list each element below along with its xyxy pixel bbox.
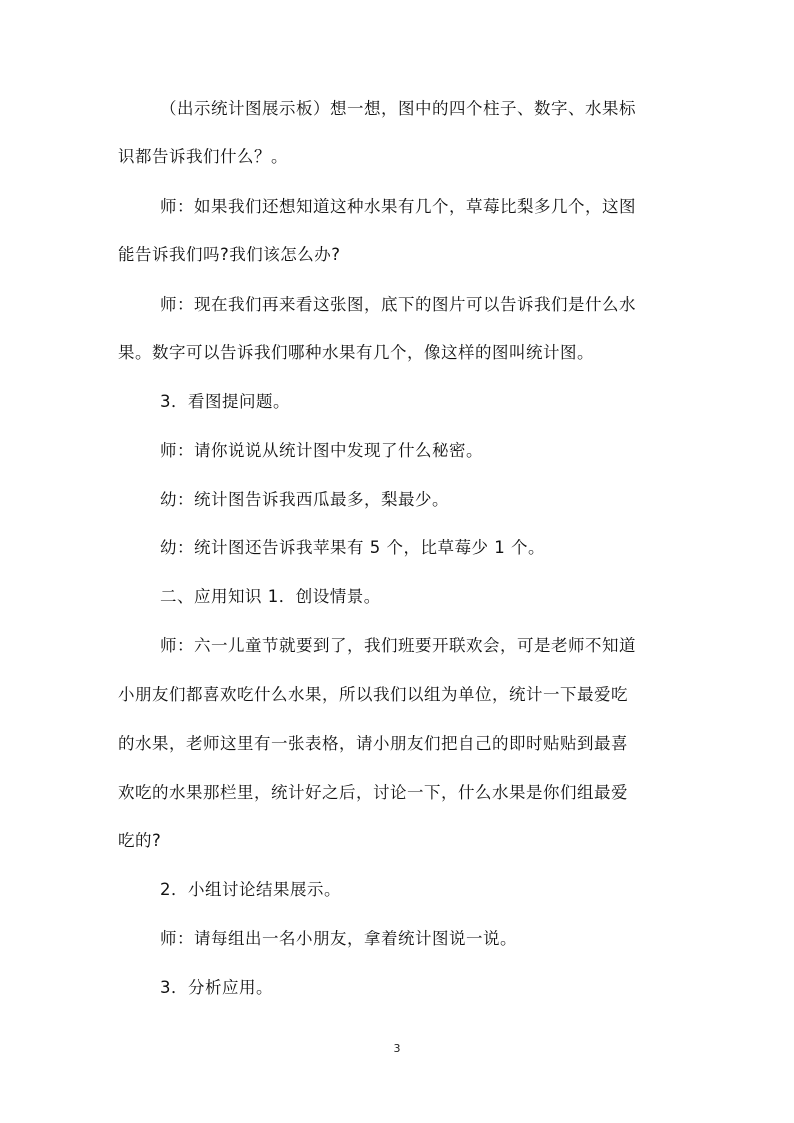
paragraph-line: （出示统计图展示板）想一想，图中的四个柱子、数字、水果标 (160, 99, 636, 118)
paragraph-line: 师：如果我们还想知道这种水果有几个，草莓比梨多几个，这图 (160, 197, 636, 216)
paragraph-line: 师：现在我们再来看这张图，底下的图片可以告诉我们是什么水 (160, 295, 636, 314)
paragraph-line: 师：请你说说从统计图中发现了什么秘密。 (160, 441, 483, 460)
paragraph-line: 3．看图提问题。 (160, 392, 290, 411)
paragraph-line: 2．小组讨论结果展示。 (160, 880, 341, 899)
paragraph-line: 的水果，老师这里有一张表格，请小朋友们把自己的即时贴贴到最喜 (118, 734, 628, 753)
paragraph-line: 小朋友们都喜欢吃什么水果，所以我们以组为单位，统计一下最爱吃 (118, 685, 628, 704)
paragraph-line: 幼：统计图告诉我西瓜最多，梨最少。 (160, 490, 449, 509)
paragraph-line: 欢吃的水果那栏里，统计好之后，讨论一下，什么水果是你们组最爱 (118, 783, 628, 802)
page-number: 3 (393, 1042, 401, 1055)
paragraph-line: 二、应用知识 1．创设情景。 (160, 587, 381, 606)
paragraph-line: 师：请每组出一名小朋友，拿着统计图说一说。 (160, 929, 517, 948)
paragraph-line: 师：六一儿童节就要到了，我们班要开联欢会，可是老师不知道 (160, 636, 636, 655)
paragraph-line: 能告诉我们吗?我们该怎么办? (118, 245, 341, 264)
paragraph-line: 吃的? (118, 831, 162, 850)
paragraph-line: 幼：统计图还告诉我苹果有 5 个，比草莓少 1 个。 (160, 538, 545, 557)
paragraph-line: 识都告诉我们什么？。 (118, 147, 288, 166)
paragraph-line: 果。数字可以告诉我们哪种水果有几个，像这样的图叫统计图。 (118, 343, 594, 362)
paragraph-line: 3．分析应用。 (160, 978, 273, 997)
